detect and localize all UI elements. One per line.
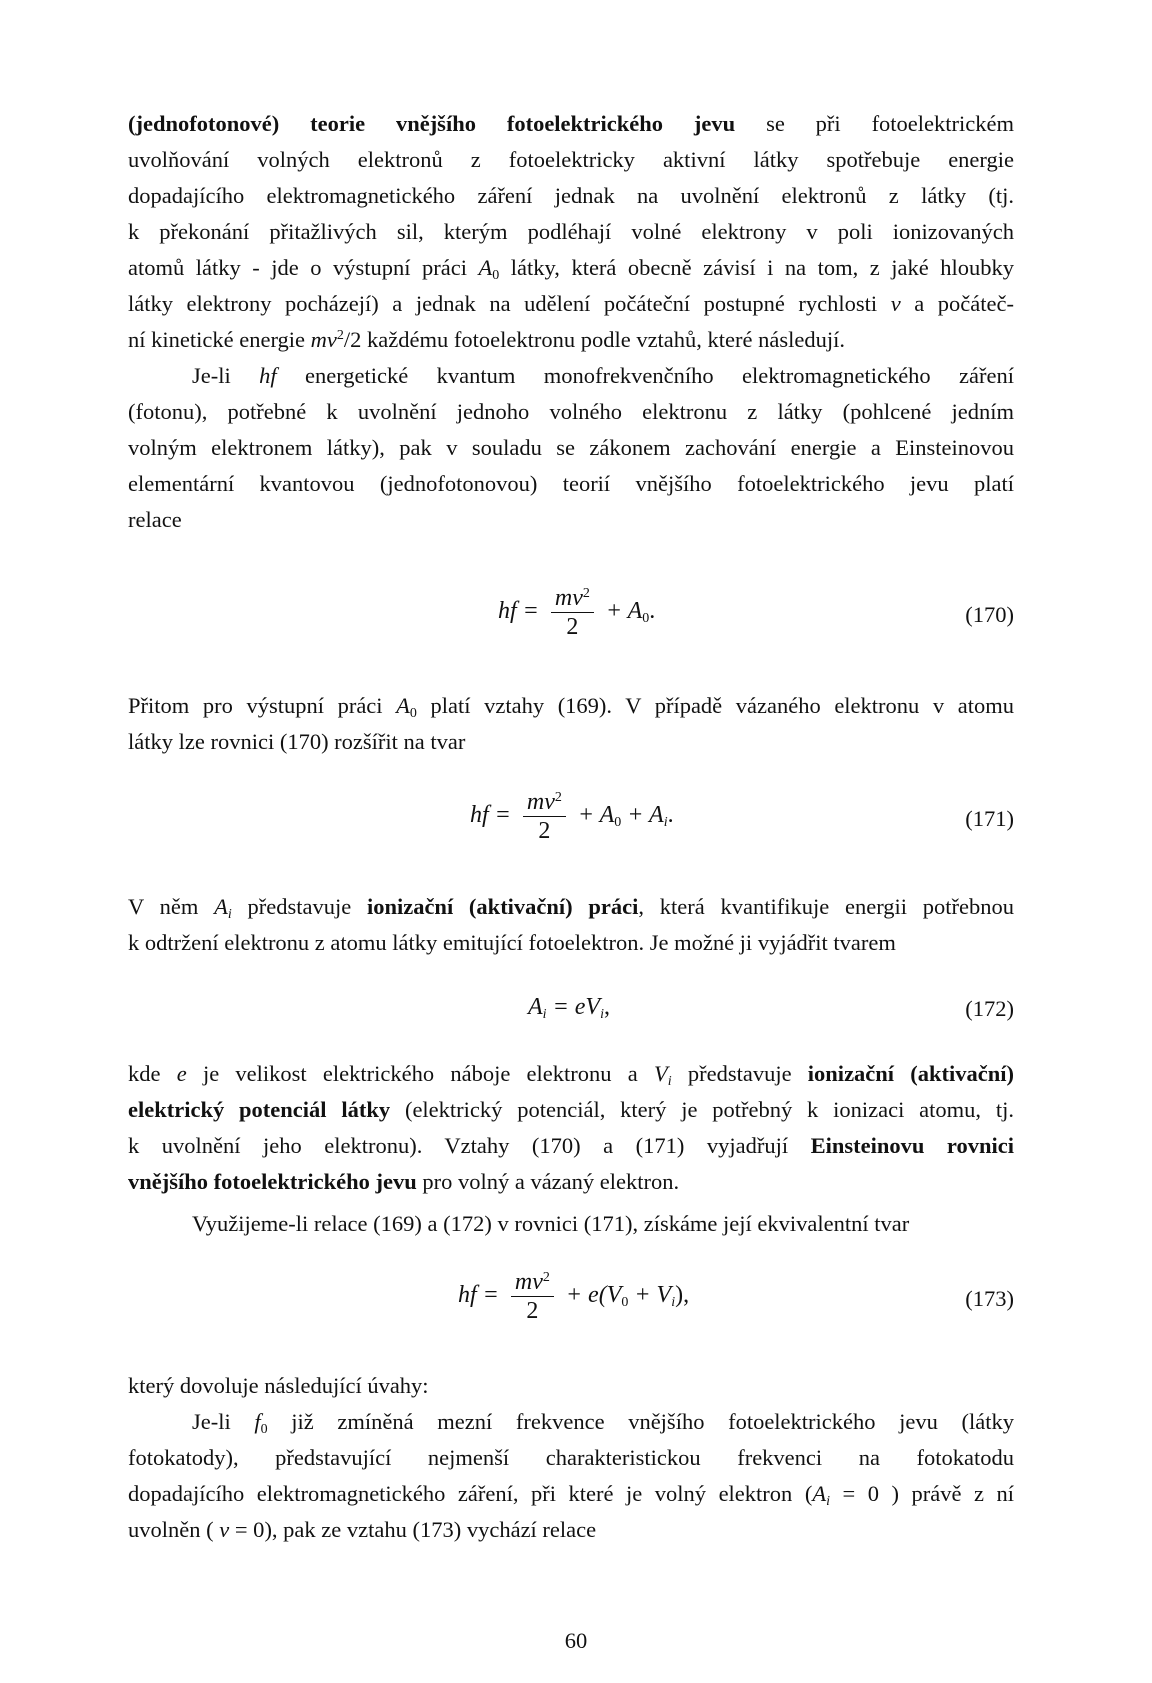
math-symbol: mv (310, 327, 337, 352)
bold-term: Einsteinovu rovnici (810, 1133, 1014, 1158)
text-line: k překonání přitažlivých sil, kterým podléhají volné elektrony v poli ionizovaných (128, 219, 1014, 244)
equation-body: $A_i = eV_i$, (528, 994, 610, 1022)
text-line: dopadajícího elektromagnetického záření, při které je volný elektron ($A_i = 0$ ) právě z ní (128, 1481, 1015, 1509)
text-line: uvolňování volných elektronů z fotoelektricky aktivní látky spotřebuje energie (128, 147, 1014, 172)
bold-term: elektrický potenciál látky (128, 1097, 391, 1122)
text-line: který dovoluje následující úvahy: (128, 1373, 429, 1398)
text-line: relace (128, 507, 182, 532)
text-line: atomů látky - jde o výstupní práci $A_0$ látky, která obecně závisí i na tom, z jaké hloubky (128, 255, 1015, 283)
math-symbol: A (396, 693, 410, 718)
text-line: uvolněn ( v = 0), pak ze vztahu (173) vychází relace (128, 1517, 597, 1542)
math-symbol: A (478, 255, 493, 280)
text-line: (fotonu), potřebné k uvolnění jednoho volného elektronu z látky (pohlcené jedním (128, 399, 1014, 424)
text-line: volným elektronem látky), pak v souladu se zákonem zachování energie a Einsteinovou (128, 435, 1014, 460)
equation-number: (171) (965, 806, 1014, 831)
text-line: vnějšího fotoelektrického jevu pro volný a vázaný elektron. (128, 1169, 680, 1194)
paragraph-3 (128, 688, 1014, 760)
text-line: k odtržení elektronu z atomu látky emitující fotoelektron. Je možné ji vyjádřit tvarem (128, 930, 896, 955)
math-symbol: v (219, 1517, 230, 1542)
text-line: V něm $A_i$ představuje ionizační (aktivační) práci, která kvantifikuje energii potřebnou (128, 894, 1015, 922)
text-line: dopadajícího elektromagnetického záření jednak na uvolnění elektronů z látky (tj. (128, 183, 1014, 208)
text-line: ní kinetické energie $mv^2/2$ každému fotoelektronu podle vztahů, které následují. (128, 327, 845, 352)
text-line: kde e je velikost elektrického náboje elektronu a $V_i$ představuje ionizační (aktivační) (128, 1061, 1015, 1089)
equation-173 (0, 1268, 1152, 1348)
bold-term: (jednofotonové) teorie vnějšího fotoelektrického jevu (128, 111, 736, 136)
bold-term: vnějšího fotoelektrického jevu (128, 1169, 417, 1194)
text-line: látky lze rovnici (170) rozšířit na tvar (128, 729, 466, 754)
equation-170 (0, 584, 1152, 664)
math-symbol: v (890, 291, 901, 316)
paragraph-5 (128, 1056, 1014, 1200)
text-line: fotokatody), představující nejmenší charakteristickou frekvenci na fotokatodu (128, 1445, 1014, 1470)
page-number: 60 (564, 1628, 588, 1653)
math-symbol: f (254, 1409, 261, 1434)
text-line: elementární kvantovou (jednofotonovou) teorií vnějšího fotoelektrického jevu platí (128, 471, 1014, 496)
equation-body: hf = $\frac{mv^2}{2}$ + $e(V_0 + V_i)$, (458, 1269, 690, 1324)
paragraph-1 (128, 106, 1014, 358)
equation-171 (0, 788, 1152, 868)
text-line: Využijeme-li relace (169) a (172) v rovnici (171), získáme její ekvivalentní tvar (192, 1211, 910, 1236)
text-line: Přitom pro výstupní práci $A_0$ platí vztahy (169). V případě vázaného elektronu v atomu (128, 693, 1014, 721)
paragraph-8 (128, 1404, 1014, 1548)
paragraph-2 (128, 358, 1014, 538)
math-symbol: A (214, 894, 228, 919)
math-symbol: A (812, 1481, 827, 1506)
bold-term: ionizační (aktivační) (807, 1061, 1015, 1086)
fraction: $\frac{mv^2}{2}$ (551, 584, 594, 641)
text-line: (jednofotonové) teorie vnějšího fotoelektrického jevu se při fotoelektrickém (128, 111, 1015, 136)
equation-number: (173) (965, 1286, 1014, 1311)
fraction: $\frac{mv^2}{2}$ (523, 788, 566, 845)
equation-number: (172) (965, 996, 1014, 1021)
text-line: k uvolnění jeho elektronu). Vztahy (170) a (171) vyjadřují Einsteinovu rovnici (128, 1133, 1014, 1158)
text-line: látky elektrony pocházejí) a jednak na udělení počáteční postupné rychlosti v a počáteč- (128, 291, 1014, 316)
paragraph-7 (128, 1368, 1014, 1404)
bold-term: ionizační (aktivační) práci (366, 894, 639, 919)
fraction: $\frac{mv^2}{2}$ (511, 1268, 554, 1325)
math-symbol: e (176, 1061, 187, 1086)
equation-body: hf = $\frac{mv^2}{2}$ + $A_0 + A_i$. (470, 789, 674, 844)
paragraph-6 (128, 1206, 1014, 1242)
math-symbol: hf (259, 363, 277, 388)
text-line: Je-li $f_0$ již zmíněná mezní frekvence vnějšího fotoelektrického jevu (látky (192, 1409, 1015, 1437)
text-line: elektrický potenciál látky (elektrický potenciál, který je potřebný k ionizaci atomu, tj. (128, 1097, 1014, 1122)
paragraph-4 (128, 889, 1014, 961)
equation-number: (170) (965, 602, 1014, 627)
equation-body: hf = $\frac{mv^2}{2}$ + $A_0$. (498, 585, 656, 640)
math-symbol: V (653, 1061, 668, 1086)
text-line: Je-li hf energetické kvantum monofrekvenčního elektromagnetického záření (192, 363, 1014, 388)
